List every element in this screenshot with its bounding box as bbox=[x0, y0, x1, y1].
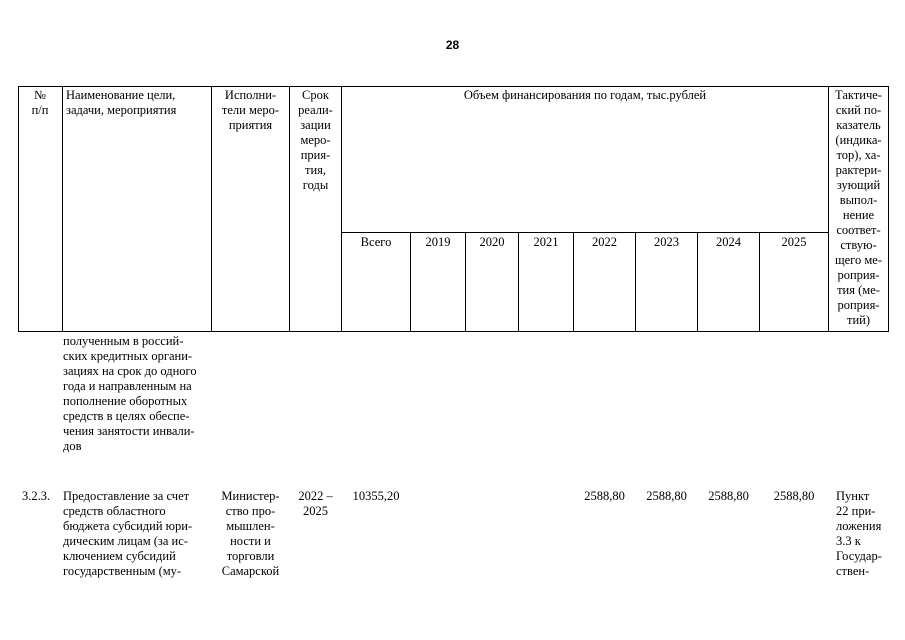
row-value: 2588,80 bbox=[584, 489, 625, 503]
row-term: 2022 – 2025 bbox=[298, 489, 333, 518]
header-indicator: Тактиче- ский по- казатель (индика- тор), ха- рактери- зующий выпол- нение соответ- ствую- щего ме- роприя- тия (ме- роприя- тий) bbox=[835, 88, 882, 327]
header-year: 2020 bbox=[479, 235, 505, 249]
header-year: 2025 bbox=[781, 235, 807, 249]
row-num: 3.2.3. bbox=[22, 489, 51, 503]
header-year: 2021 bbox=[533, 235, 559, 249]
row-value: 2588,80 bbox=[646, 489, 687, 503]
header-name: Наименование цели, задачи, мероприятия bbox=[66, 88, 177, 117]
header-year: 2022 bbox=[592, 235, 617, 249]
row-executors: Министер- ство про- мышлен- ности и торговли Самарской bbox=[221, 489, 280, 578]
row-value: 2588,80 bbox=[773, 489, 815, 503]
header-num: № п/п bbox=[31, 88, 49, 117]
header-executors: Исполни- тели меро- приятия bbox=[221, 88, 280, 132]
header-term: Срок реали- зации меро- прия- тия, годы bbox=[298, 88, 333, 192]
row-value: 2588,80 bbox=[708, 489, 749, 503]
row-indicator: Пункт 22 при- ложения 3.3 к Государ- ствен- bbox=[836, 489, 882, 578]
header-year: 2019 bbox=[425, 235, 451, 249]
row-name: Предоставление за счет средств областного бюджета субсидий юри- дическим лицам (за ис- ключением субсидий государственным (му- bbox=[63, 489, 193, 578]
header-year: 2023 bbox=[654, 235, 679, 249]
continuation-text: полученным в россий- ских кредитных органи- зациях на срок до одного года и направленным на пополнение оборотных средств в целях обеспе- чения занятости инвали- дов bbox=[63, 334, 197, 453]
page-number: 28 bbox=[445, 38, 460, 52]
header-funding: Объем финансирования по годам, тыс.рублей bbox=[463, 88, 707, 102]
header-total: Всего bbox=[360, 235, 392, 249]
header-year: 2024 bbox=[716, 235, 741, 249]
row-total: 10355,20 bbox=[352, 489, 400, 503]
